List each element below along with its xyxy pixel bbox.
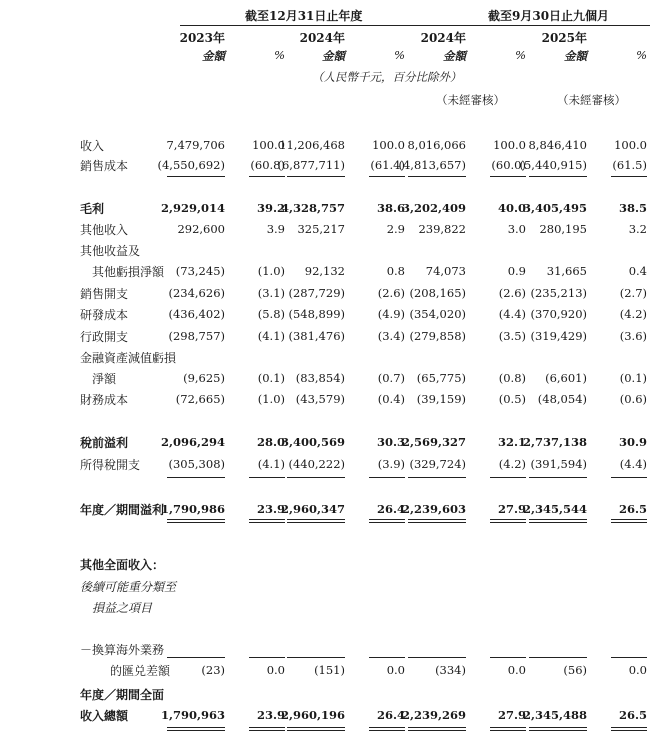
table-cell: (65,775) xyxy=(416,371,466,385)
table-cell: (0.1) xyxy=(619,371,647,385)
row-label-continued: 損益之項目 xyxy=(92,601,153,615)
sum-rule xyxy=(287,522,345,523)
table-cell: (151) xyxy=(314,663,345,677)
table-cell: (208,165) xyxy=(409,286,466,300)
table-cell: 3,405,495 xyxy=(522,201,587,215)
table-cell: 3.2 xyxy=(628,222,647,236)
table-cell: 30.3 xyxy=(376,435,405,449)
sum-rule xyxy=(611,522,647,523)
table-cell: 11,206,468 xyxy=(279,138,345,152)
sum-rule xyxy=(408,519,466,520)
sum-rule xyxy=(529,657,587,658)
table-cell: (298,757) xyxy=(168,329,225,343)
table-cell: (0.5) xyxy=(498,392,526,406)
table-cell: 26.4 xyxy=(376,708,405,722)
sum-rule xyxy=(490,730,526,731)
table-cell: 2,569,327 xyxy=(401,435,466,449)
table-cell: (39,159) xyxy=(416,392,466,406)
row-label-continued: 淨額 xyxy=(92,372,117,386)
table-cell: (3.9) xyxy=(377,457,405,471)
sum-rule xyxy=(249,522,285,523)
table-cell: (4,550,692) xyxy=(157,158,225,172)
sum-rule xyxy=(529,727,587,728)
sum-rule xyxy=(490,522,526,523)
row-label: 年度／期間全面 xyxy=(80,688,165,702)
sum-rule xyxy=(167,730,225,731)
row-label: 銷售成本 xyxy=(80,159,129,173)
table-cell: 0.8 xyxy=(386,264,405,278)
row-label: 收入 xyxy=(80,139,105,153)
unit-note: （人民幣千元，百分比除外） xyxy=(312,70,462,84)
table-cell: 2,929,014 xyxy=(160,201,225,215)
table-cell: 2,737,138 xyxy=(522,435,587,449)
sum-rule xyxy=(408,657,466,658)
table-cell: (48,054) xyxy=(537,392,587,406)
table-cell: 280,195 xyxy=(539,222,587,236)
table-cell: (2.6) xyxy=(498,286,526,300)
sum-rule xyxy=(408,176,466,177)
table-cell: (235,213) xyxy=(530,286,587,300)
table-cell: 27.9 xyxy=(497,502,526,516)
table-cell: (23) xyxy=(201,663,225,677)
table-cell: 26.5 xyxy=(618,708,647,722)
sum-rule xyxy=(611,730,647,731)
table-cell: 1,790,963 xyxy=(160,708,225,722)
table-cell: (3.1) xyxy=(257,286,285,300)
pct-col-3: % xyxy=(515,48,526,62)
table-cell: (0.7) xyxy=(377,371,405,385)
year-2025: 2025年 xyxy=(541,31,587,45)
sum-rule xyxy=(369,176,405,177)
table-cell: (61.4) xyxy=(370,158,405,172)
table-cell: (548,899) xyxy=(288,307,345,321)
row-label: 其他全面收入： xyxy=(80,558,165,572)
header-period-year: 截至12月31日止年度 xyxy=(245,9,363,23)
table-cell: 0.0 xyxy=(266,663,285,677)
row-label: －換算海外業務 xyxy=(80,643,165,657)
table-cell: (436,402) xyxy=(168,307,225,321)
table-cell: (0.6) xyxy=(619,392,647,406)
table-cell: 100.0 xyxy=(614,138,647,152)
table-cell: 26.5 xyxy=(618,502,647,516)
table-cell: (0.4) xyxy=(377,392,405,406)
table-cell: (2.7) xyxy=(619,286,647,300)
table-cell: 31,665 xyxy=(546,264,587,278)
table-cell: (60.8) xyxy=(250,158,285,172)
sum-rule xyxy=(369,519,405,520)
table-cell: 1,790,986 xyxy=(160,502,225,516)
sum-rule xyxy=(611,727,647,728)
table-cell: (3.5) xyxy=(498,329,526,343)
table-cell: 23.9 xyxy=(256,708,285,722)
sum-rule xyxy=(529,730,587,731)
sum-rule xyxy=(369,657,405,658)
sum-rule xyxy=(167,727,225,728)
sum-rule xyxy=(369,727,405,728)
table-cell: 2,960,196 xyxy=(280,708,345,722)
sum-rule xyxy=(167,477,225,478)
table-cell: 4,328,757 xyxy=(280,201,345,215)
row-label: 財務成本 xyxy=(80,393,129,407)
sum-rule xyxy=(490,477,526,478)
table-cell: 0.9 xyxy=(507,264,526,278)
sum-rule xyxy=(167,657,225,658)
table-cell: 0.0 xyxy=(386,663,405,677)
year-2024a: 2024年 xyxy=(299,31,345,45)
sum-rule xyxy=(490,176,526,177)
sum-rule xyxy=(408,727,466,728)
table-cell: 27.9 xyxy=(497,708,526,722)
table-cell: 2,345,488 xyxy=(522,708,587,722)
unaudited-2024: （未經審核） xyxy=(436,93,505,107)
sum-rule xyxy=(490,727,526,728)
row-label: 後續可能重分類至 xyxy=(80,580,177,594)
table-cell: (287,729) xyxy=(288,286,345,300)
row-label: 所得稅開支 xyxy=(80,458,141,472)
sum-rule xyxy=(287,477,345,478)
row-label-continued: 其他虧損淨額 xyxy=(92,265,165,279)
sum-rule xyxy=(369,522,405,523)
sum-rule xyxy=(611,657,647,658)
table-cell: 2,096,294 xyxy=(160,435,225,449)
amount-col-1: 金額 xyxy=(202,49,225,63)
sum-rule xyxy=(490,519,526,520)
table-cell: 8,016,066 xyxy=(407,138,466,152)
table-cell: 3,400,569 xyxy=(280,435,345,449)
table-cell: (56) xyxy=(563,663,587,677)
row-label: 稅前溢利 xyxy=(80,436,129,450)
table-cell: 0.0 xyxy=(628,663,647,677)
sum-rule xyxy=(287,519,345,520)
table-cell: (1.0) xyxy=(257,392,285,406)
table-cell: (4.4) xyxy=(498,307,526,321)
sum-rule xyxy=(287,657,345,658)
table-cell: 100.0 xyxy=(493,138,526,152)
table-cell: (354,020) xyxy=(409,307,466,321)
table-cell: (4,813,657) xyxy=(398,158,466,172)
table-cell: (61.5) xyxy=(612,158,647,172)
table-cell: 292,600 xyxy=(177,222,225,236)
table-cell: 74,073 xyxy=(425,264,466,278)
table-cell: 0.0 xyxy=(507,663,526,677)
sum-rule xyxy=(611,176,647,177)
table-cell: 40.0 xyxy=(497,201,526,215)
row-label-continued: 收入總額 xyxy=(80,709,129,723)
sum-rule xyxy=(611,519,647,520)
header-rule-year xyxy=(180,25,445,26)
table-cell: (43,579) xyxy=(295,392,345,406)
table-cell: (1.0) xyxy=(257,264,285,278)
sum-rule xyxy=(529,176,587,177)
table-cell: 3.0 xyxy=(507,222,526,236)
table-cell: (381,476) xyxy=(288,329,345,343)
table-cell: (391,594) xyxy=(530,457,587,471)
table-cell: (440,222) xyxy=(288,457,345,471)
sum-rule xyxy=(529,522,587,523)
table-cell: (319,429) xyxy=(530,329,587,343)
sum-rule xyxy=(408,522,466,523)
table-cell: (334) xyxy=(435,663,466,677)
table-cell: 100.0 xyxy=(252,138,285,152)
table-cell: 32.1 xyxy=(497,435,526,449)
table-cell: 100.0 xyxy=(372,138,405,152)
table-cell: 38.5 xyxy=(618,201,647,215)
table-cell: (6,601) xyxy=(545,371,587,385)
pct-col-4: % xyxy=(636,48,647,62)
table-cell: (279,858) xyxy=(409,329,466,343)
pct-col-2: % xyxy=(394,48,405,62)
year-2024b: 2024年 xyxy=(420,31,466,45)
row-label: 銷售開支 xyxy=(80,287,129,301)
row-label: 其他收益及 xyxy=(80,244,141,258)
table-cell: 3,202,409 xyxy=(401,201,466,215)
amount-col-4: 金額 xyxy=(564,49,587,63)
amount-col-3: 金額 xyxy=(443,49,466,63)
table-cell: (4.2) xyxy=(619,307,647,321)
amount-col-2: 金額 xyxy=(322,49,345,63)
unaudited-2025: （未經審核） xyxy=(557,93,626,107)
sum-rule xyxy=(249,727,285,728)
table-cell: 28.0 xyxy=(256,435,285,449)
table-cell: 92,132 xyxy=(304,264,345,278)
table-cell: 23.9 xyxy=(256,502,285,516)
table-cell: 2,239,269 xyxy=(401,708,466,722)
sum-rule xyxy=(249,176,285,177)
row-label: 行政開支 xyxy=(80,330,129,344)
sum-rule xyxy=(529,519,587,520)
table-cell: (73,245) xyxy=(175,264,225,278)
sum-rule xyxy=(249,657,285,658)
sum-rule xyxy=(287,176,345,177)
sum-rule xyxy=(287,730,345,731)
table-cell: 325,217 xyxy=(297,222,345,236)
table-cell: (329,724) xyxy=(409,457,466,471)
table-cell: (370,920) xyxy=(530,307,587,321)
sum-rule xyxy=(369,477,405,478)
table-cell: 3.9 xyxy=(266,222,285,236)
sum-rule xyxy=(408,477,466,478)
table-cell: 2,345,544 xyxy=(522,502,587,516)
sum-rule xyxy=(408,730,466,731)
table-cell: 26.4 xyxy=(376,502,405,516)
table-cell: 30.9 xyxy=(618,435,647,449)
table-cell: (5,440,915) xyxy=(519,158,587,172)
table-cell: (234,626) xyxy=(168,286,225,300)
row-label: 年度／期間溢利 xyxy=(80,503,165,517)
sum-rule xyxy=(611,477,647,478)
table-cell: (9,625) xyxy=(183,371,225,385)
table-cell: (4.4) xyxy=(619,457,647,471)
table-cell: (83,854) xyxy=(295,371,345,385)
row-label: 毛利 xyxy=(80,202,105,216)
row-label: 研發成本 xyxy=(80,308,129,322)
table-cell: (4.2) xyxy=(498,457,526,471)
table-cell: (5.8) xyxy=(257,307,285,321)
sum-rule xyxy=(287,727,345,728)
table-cell: (4.1) xyxy=(257,457,285,471)
sum-rule xyxy=(369,730,405,731)
sum-rule xyxy=(249,519,285,520)
table-cell: (4.9) xyxy=(377,307,405,321)
table-cell: 38.6 xyxy=(376,201,405,215)
table-cell: (0.8) xyxy=(498,371,526,385)
sum-rule xyxy=(490,657,526,658)
row-label-continued: 的匯兑差額 xyxy=(110,664,171,678)
table-cell: 2,239,603 xyxy=(401,502,466,516)
table-cell: 2.9 xyxy=(386,222,405,236)
header-rule-nine xyxy=(422,25,650,26)
sum-rule xyxy=(167,176,225,177)
table-cell: (3.4) xyxy=(377,329,405,343)
header-period-nine: 截至9月30日止九個月 xyxy=(488,9,610,23)
table-cell: 2,960,347 xyxy=(280,502,345,516)
table-cell: 39.2 xyxy=(256,201,285,215)
row-label: 金融資產減值虧損 xyxy=(80,351,177,365)
sum-rule xyxy=(529,477,587,478)
table-cell: (0.1) xyxy=(257,371,285,385)
sum-rule xyxy=(249,477,285,478)
sum-rule xyxy=(249,730,285,731)
table-cell: 0.4 xyxy=(628,264,647,278)
table-cell: (6,877,711) xyxy=(277,158,345,172)
pct-col-1: % xyxy=(274,48,285,62)
sum-rule xyxy=(167,522,225,523)
row-label: 其他收入 xyxy=(80,223,129,237)
table-cell: (305,308) xyxy=(168,457,225,471)
table-cell: (2.6) xyxy=(377,286,405,300)
table-cell: 7,479,706 xyxy=(166,138,225,152)
table-cell: 8,846,410 xyxy=(528,138,587,152)
table-cell: (4.1) xyxy=(257,329,285,343)
table-cell: 239,822 xyxy=(418,222,466,236)
table-cell: (72,665) xyxy=(175,392,225,406)
table-cell: (60.0) xyxy=(491,158,526,172)
table-cell: (3.6) xyxy=(619,329,647,343)
sum-rule xyxy=(167,519,225,520)
year-2023: 2023年 xyxy=(179,31,225,45)
